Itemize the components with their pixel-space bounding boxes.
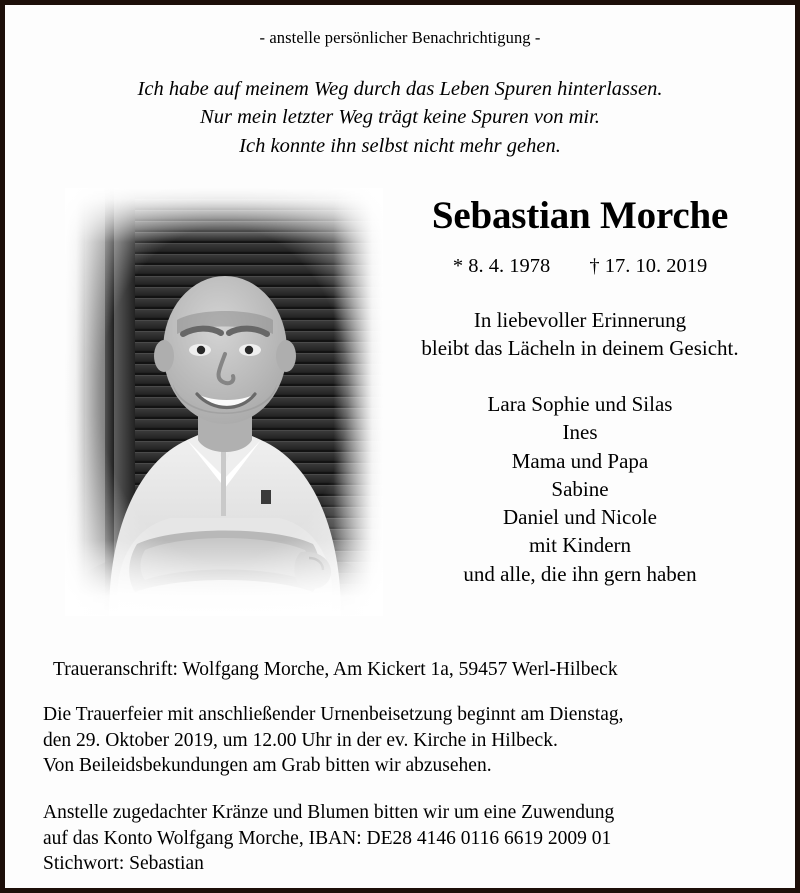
service-line: Von Beileidsbekundungen am Grab bitten wir abzusehen. — [43, 755, 492, 777]
survivor-line: Sabine — [551, 476, 609, 501]
verse-line-1: Ich habe auf meinem Weg durch das Leben Spuren hinterlassen. — [137, 78, 663, 101]
memorial-line-1: In liebevoller Erinnerung — [473, 307, 687, 332]
survivor-line: Mama und Papa — [511, 448, 649, 473]
funeral-service-info — [27, 702, 773, 778]
survivor-line: Daniel und Nicole — [503, 505, 657, 530]
memorial-message — [387, 306, 773, 362]
verse-line-2: Nur mein letzter Weg trägt keine Spuren von mir. — [200, 106, 600, 129]
survivor-line: Ines — [562, 420, 598, 445]
death-date: † 17. 10. 2019 — [589, 254, 708, 277]
survivor-line: Lara Sophie und Silas — [487, 392, 673, 417]
portrait-photo-image — [65, 188, 383, 616]
mourning-address — [27, 657, 773, 682]
donation-line: Anstelle zugedachter Kränze und Blumen bitten wir um eine Zuwendung — [43, 802, 615, 824]
survivor-line: und alle, die ihn gern haben — [463, 561, 697, 586]
survivor-line: mit Kindern — [528, 533, 632, 558]
memorial-line-2: bleibt das Lächeln in deinem Gesicht. — [421, 336, 739, 361]
deceased-details — [387, 186, 773, 588]
service-line: Die Trauerfeier mit anschließender Urnenbeisetzung beginnt am Dienstag, — [43, 704, 624, 726]
life-dates — [387, 255, 773, 278]
birth-date: * 8. 4. 1978 — [452, 254, 551, 277]
service-line: den 29. Oktober 2019, um 12.00 Uhr in der ev. Kirche in Hilbeck. — [43, 729, 558, 751]
address-line: Traueranschrift: Wolfgang Morche, Am Kickert 1a, 59457 Werl-Hilbeck — [53, 659, 618, 680]
notification-header-note: - anstelle persönlicher Benachrichtigung - — [259, 28, 541, 47]
survivors-list — [387, 390, 773, 588]
portrait-and-details-row — [27, 186, 773, 618]
donation-info — [27, 800, 773, 876]
donation-line: Stichwort: Sebastian — [43, 853, 204, 875]
notice-footer — [27, 657, 773, 876]
portrait-photo — [65, 188, 383, 616]
deceased-name: Sebastian Morche — [431, 193, 729, 237]
verse-line-3: Ich konnte ihn selbst nicht mehr gehen. — [239, 134, 561, 157]
notice-sheet — [5, 5, 795, 888]
donation-line: auf das Konto Wolfgang Morche, IBAN: DE28 4146 0116 6619 2009 01 — [43, 827, 612, 849]
memorial-verse — [27, 75, 773, 160]
